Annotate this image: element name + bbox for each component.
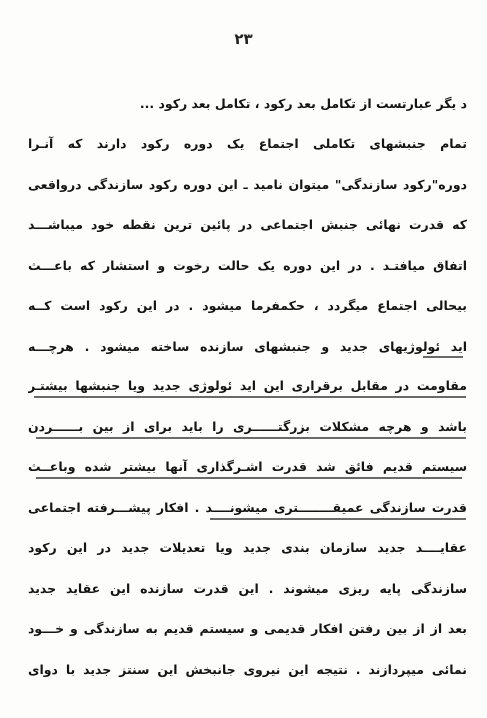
text-line-3: دوره"رکود سازندگی" میتوان نامید ـ این دوره رکود سازندگی درواقعی bbox=[28, 177, 467, 192]
text-line-12: عقایــــد جدید سازمان بندی جدید ویا تعدیلات جدید در این رکود bbox=[28, 540, 467, 555]
text-line-13: سازندگی پایه ریزی میشوند . این قدرت سازنده این عقاید جدید bbox=[28, 581, 467, 596]
underline-mark-2 bbox=[34, 396, 466, 398]
underline-mark-5 bbox=[210, 518, 466, 520]
text-line-11: قدرت سازندگی عمیقــــــــتری میشونــــد . افکار پیشـــرفته اجتماعی bbox=[28, 500, 467, 515]
underline-mark-1 bbox=[423, 356, 463, 358]
underline-mark-4 bbox=[36, 477, 462, 479]
text-line-10: سیستم قدیم فائق شد قدرت اشـرگذاری آنها بیشتر شده وباعــث bbox=[28, 459, 467, 474]
page-number: ۲۳ bbox=[234, 30, 253, 48]
text-line-9: باشد و هرچه مشکلات بزرگتــــــری را باید برای از بین بــــــردن bbox=[28, 419, 467, 434]
text-line-6: بیحالی اجتماع میگردد ، حکمفرما میشود . در این رکود است کــه bbox=[28, 298, 467, 313]
text-line-5: اتفاق میافتـد . در این دوره یک حالت رخوت و استشار که باعـــث bbox=[28, 258, 467, 273]
text-line-8: مقاومت در مقابل برقراری این اید ئولوژی جدید ویا جنبشها بیشتـر bbox=[28, 378, 467, 393]
text-line-14: بعد از از بین رفتن افکار قدیمی و سیستم قدیم به سازندگی و خـــود bbox=[28, 621, 467, 636]
underline-mark-3 bbox=[36, 437, 466, 439]
text-line-7: اید ئولوژیهای جدید و جنبشهای سازنده ساخته میشود . هرچـــه bbox=[28, 339, 467, 354]
text-line-15: نمائی میپردازند . نتیجه این نیروی جانبخش این سنتز جدید با دوای bbox=[28, 662, 467, 677]
text-line-4: که قدرت نهائی جنبش اجتماعی در پائین ترین نقطه خود میباشـــد bbox=[28, 217, 467, 232]
text-line-2: تمام جنبشهای تکاملی اجتماع یک دوره رکود دارند که آنـرا bbox=[28, 136, 467, 151]
text-line-1: د یگر عبارتست از تکامل بعد رکود ، تکامل بعد رکود ... bbox=[139, 96, 467, 111]
